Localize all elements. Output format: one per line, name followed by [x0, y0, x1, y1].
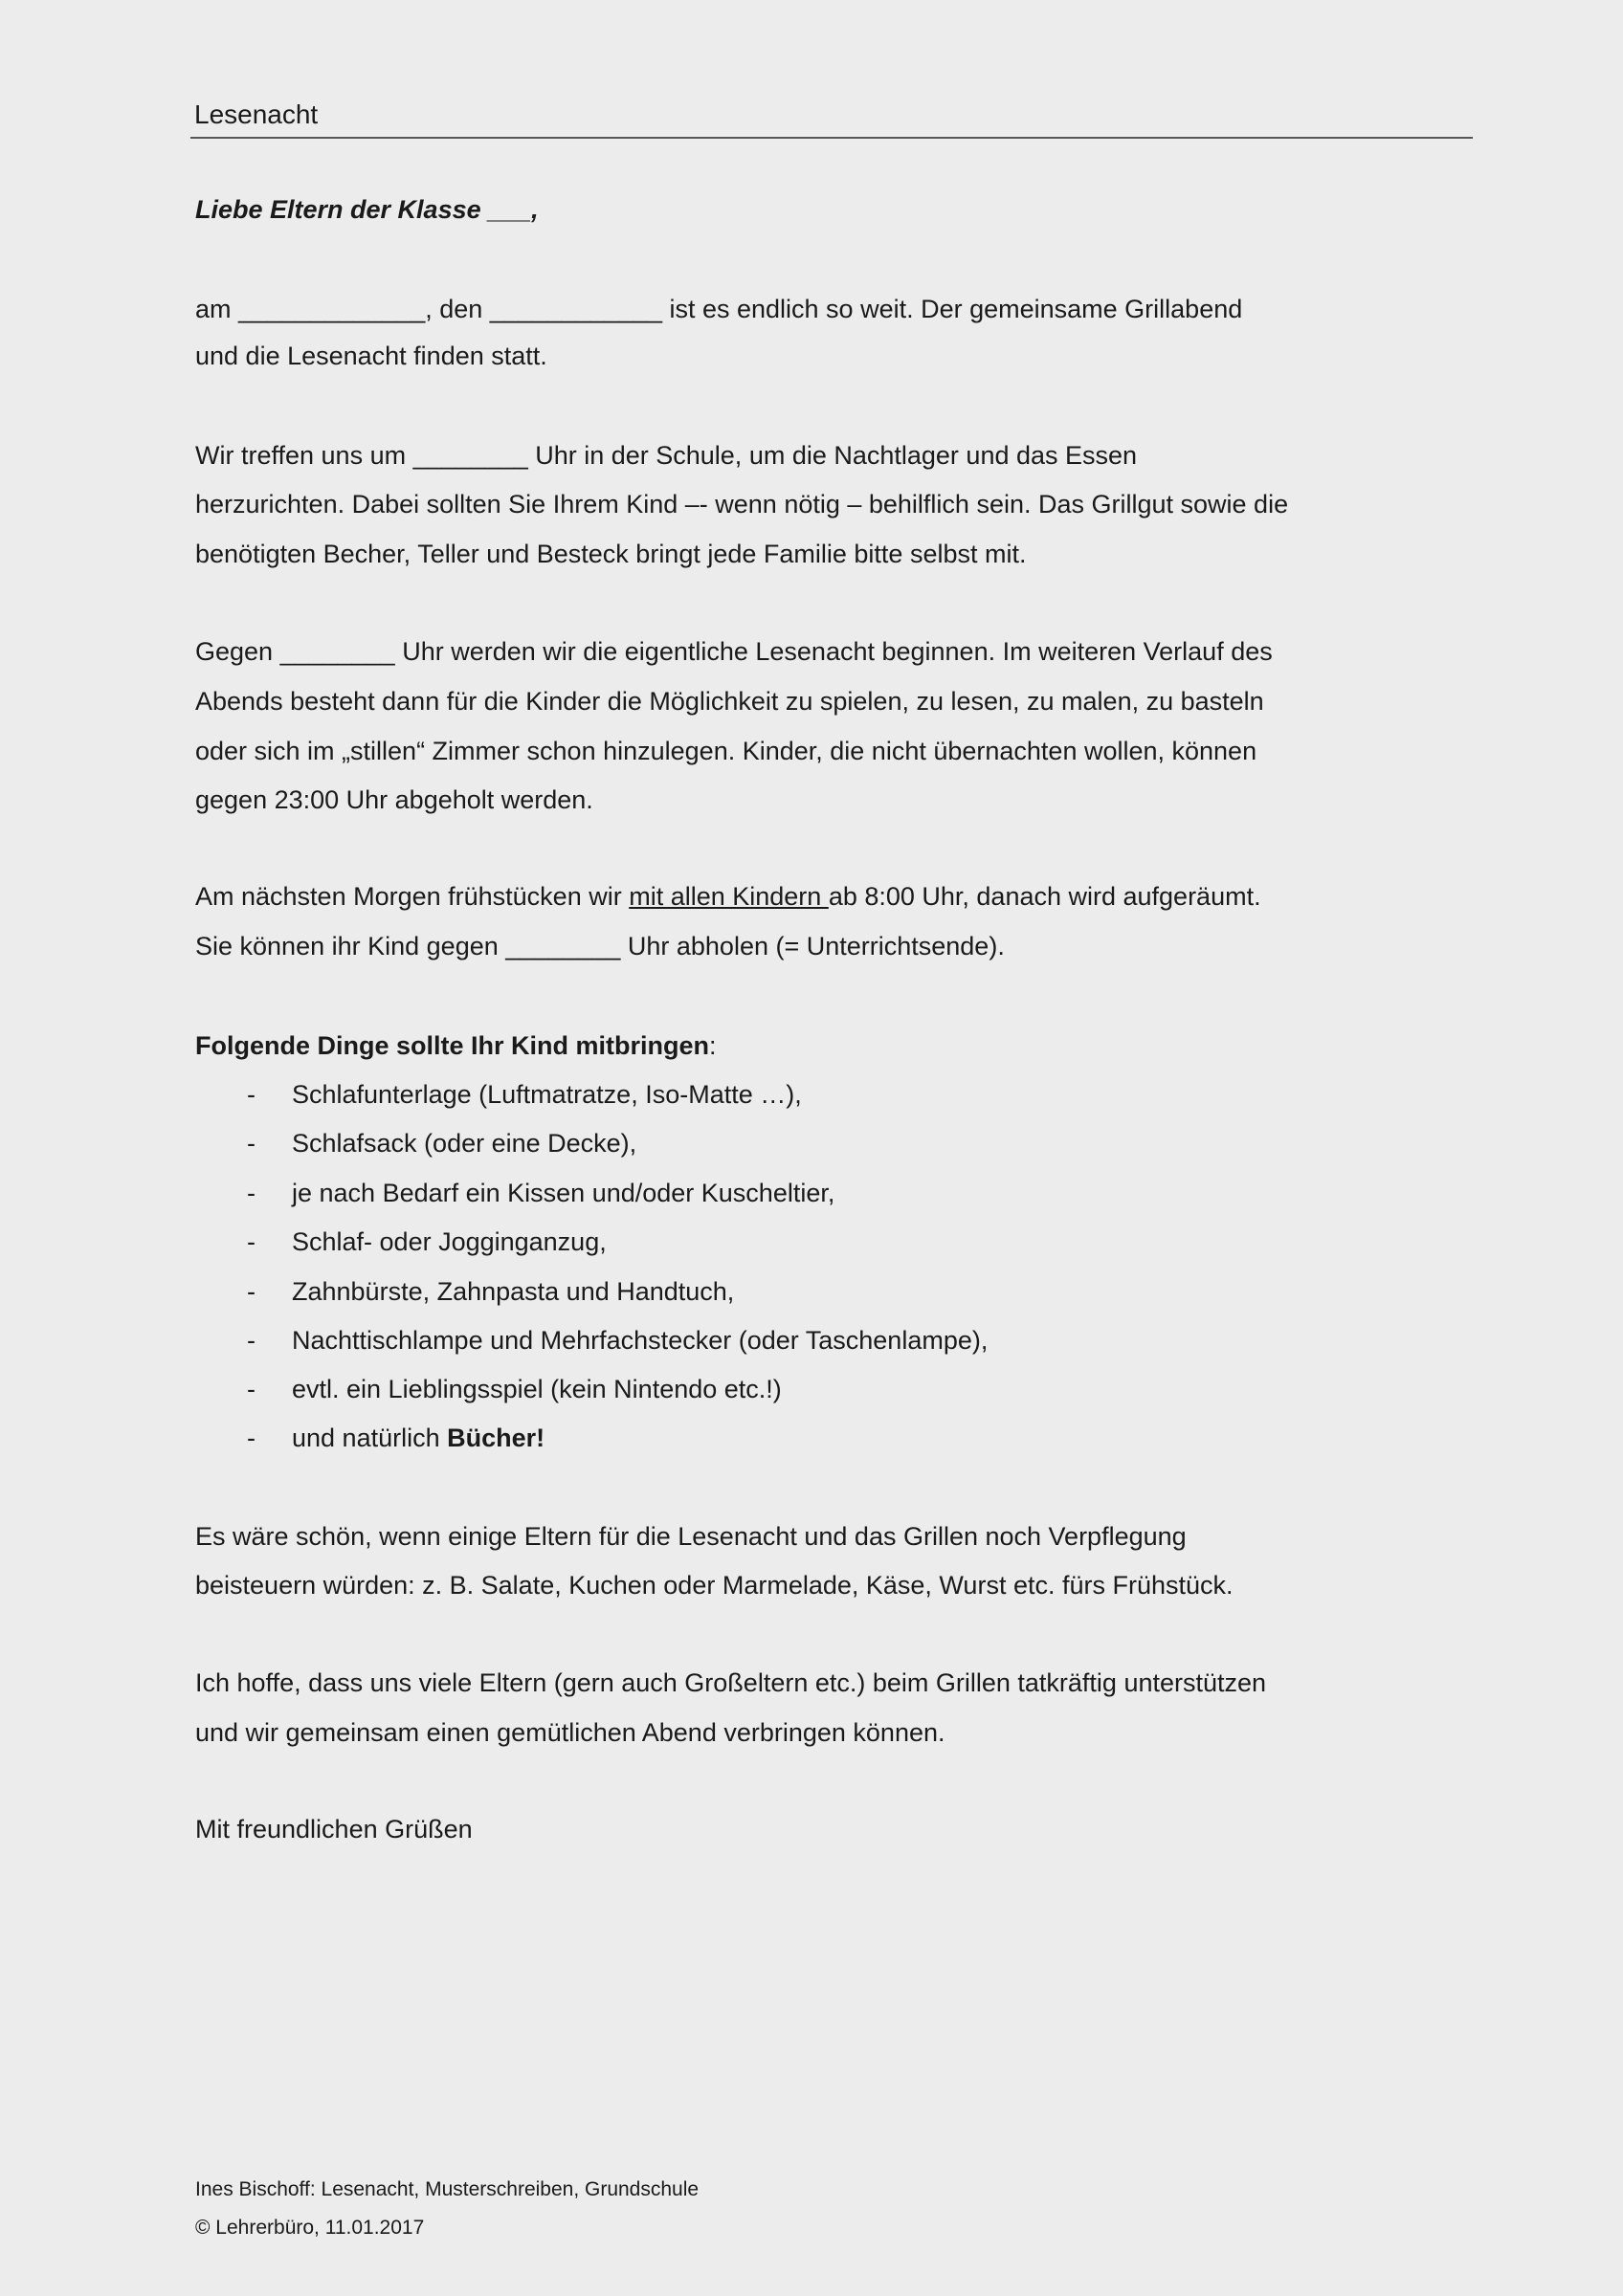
greeting: Liebe Eltern der Klasse ___, — [195, 195, 539, 224]
list-item: evtl. ein Lieblingsspiel (kein Nintendo etc.!) — [292, 1375, 782, 1403]
list-bullet: - — [247, 1375, 256, 1403]
list-heading-text: Folgende Dinge sollte Ihr Kind mitbringen — [195, 1031, 710, 1060]
paragraph-line: Es wäre schön, wenn einige Eltern für die Lesenacht und das Grillen noch Verpflegung — [195, 1522, 1187, 1551]
paragraph-line: Wir treffen uns um ________ Uhr in der Schule, um die Nachtlager und das Essen — [195, 441, 1138, 470]
paragraph-line: am _____________, den ____________ ist es endlich so weit. Der gemeinsame Grillabend — [195, 295, 1243, 323]
list-bullet: - — [247, 1424, 256, 1452]
underlined-text: mit allen Kindern — [629, 882, 829, 911]
paragraph-line — [195, 880, 1261, 913]
text: Am nächsten Morgen frühstücken wir — [195, 882, 630, 911]
closing: Mit freundlichen Grüßen — [195, 1815, 473, 1843]
list-bullet: - — [247, 1227, 256, 1256]
list-bullet: - — [247, 1129, 256, 1158]
paragraph-line: Ich hoffe, dass uns viele Eltern (gern auch Großeltern etc.) beim Grillen tatkräftig unterstützen — [195, 1668, 1267, 1697]
paragraph-line: benötigten Becher, Teller und Besteck bringt jede Familie bitte selbst mit. — [195, 540, 1027, 568]
list-bullet: - — [247, 1277, 256, 1306]
list-item: Schlafsack (oder eine Decke), — [292, 1129, 637, 1158]
list-item: Schlafunterlage (Luftmatratze, Iso-Matte …), — [292, 1080, 802, 1109]
list-item: je nach Bedarf ein Kissen und/oder Kuscheltier, — [292, 1179, 835, 1207]
list-bullet: - — [247, 1326, 256, 1355]
footer-copyright: © Lehrerbüro, 11.01.2017 — [195, 2217, 425, 2239]
paragraph-line: gegen 23:00 Uhr abgeholt werden. — [195, 785, 593, 814]
list-item-emphasis: Bücher! — [447, 1424, 545, 1452]
paragraph-line: Gegen ________ Uhr werden wir die eigentliche Lesenacht beginnen. Im weiteren Verlauf des — [195, 637, 1273, 666]
list-bullet: - — [247, 1080, 256, 1109]
header-rule — [190, 137, 1473, 139]
list-item-text: und natürlich — [292, 1424, 448, 1452]
paragraph-line: Sie können ihr Kind gegen ________ Uhr abholen (= Unterrichtsende). — [195, 932, 1005, 960]
list-item — [292, 1422, 545, 1454]
list-item: Nachttischlampe und Mehrfachstecker (oder Taschenlampe), — [292, 1326, 989, 1355]
paragraph-line: Abends besteht dann für die Kinder die Möglichkeit zu spielen, zu lesen, zu malen, zu basteln — [195, 687, 1264, 716]
paragraph-line: herzurichten. Dabei sollten Sie Ihrem Kind –- wenn nötig – behilflich sein. Das Grillgut sowie die — [195, 490, 1289, 519]
document-header-title: Lesenacht — [194, 99, 319, 129]
paragraph-line: oder sich im „stillen“ Zimmer schon hinzulegen. Kinder, die nicht übernachten wollen, können — [195, 737, 1257, 765]
paragraph-line: und wir gemeinsam einen gemütlichen Abend verbringen können. — [195, 1718, 945, 1747]
list-bullet: - — [247, 1179, 256, 1207]
paragraph-line: und die Lesenacht finden statt. — [195, 342, 547, 370]
list-heading-colon: : — [709, 1031, 717, 1060]
list-heading — [195, 1029, 717, 1062]
text: ab 8:00 Uhr, danach wird aufgeräumt. — [828, 882, 1261, 911]
list-item: Zahnbürste, Zahnpasta und Handtuch, — [292, 1277, 735, 1306]
list-item: Schlaf- oder Jogginganzug, — [292, 1227, 607, 1256]
paragraph-line: beisteuern würden: z. B. Salate, Kuchen oder Marmelade, Käse, Wurst etc. fürs Frühstück. — [195, 1571, 1234, 1600]
footer-author: Ines Bischoff: Lesenacht, Musterschreiben, Grundschule — [195, 2178, 700, 2200]
